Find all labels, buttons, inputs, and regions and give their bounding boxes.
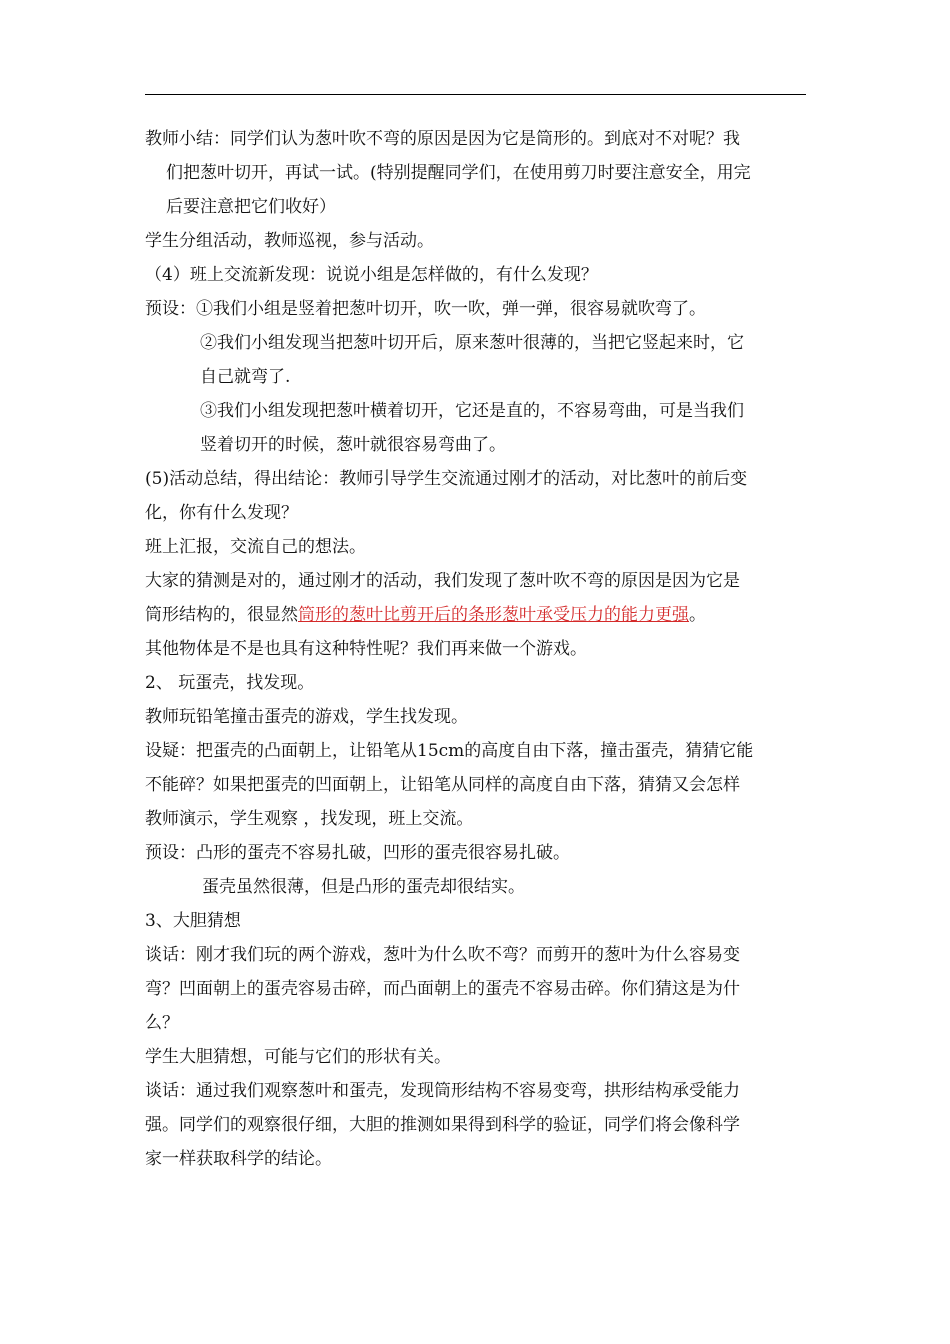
paragraph-line: 教师玩铅笔撞击蛋壳的游戏，学生找发现。 [145,707,468,727]
paragraph-line: 不能碎？如果把蛋壳的凹面朝上，让铅笔从同样的高度自由下落，猜猜又会怎样 [145,775,740,795]
paragraph-line: 自己就弯了. [200,367,291,387]
paragraph-line: 班上汇报，交流自己的想法。 [145,537,366,557]
paragraph-line: ③我们小组发现把葱叶横着切开，它还是直的，不容易弯曲，可是当我们 [200,401,744,421]
paragraph-line: 家一样获取科学的结论。 [145,1149,332,1169]
paragraph-line: 预设：①我们小组是竖着把葱叶切开，吹一吹，弹一弹，很容易就吹弯了。 [145,299,706,319]
paragraph-line: 大家的猜测是对的，通过刚才的活动，我们发现了葱叶吹不弯的原因是因为它是 [145,571,740,591]
paragraph-line [145,598,815,632]
paragraph-line: 谈话：刚才我们玩的两个游戏，葱叶为什么吹不弯？而剪开的葱叶为什么容易变 [145,945,740,965]
section-heading: （4）班上交流新发现：说说小组是怎样做的，有什么发现？ [145,265,598,285]
document-body [145,122,815,1176]
paragraph-line: 预设：凸形的蛋壳不容易扎破，凹形的蛋壳很容易扎破。 [145,843,570,863]
paragraph-line: 其他物体是不是也具有这种特性呢？我们再来做一个游戏。 [145,639,587,659]
paragraph-line: 么？ [145,1013,179,1033]
paragraph-line: 竖着切开的时候，葱叶就很容易弯曲了。 [200,435,506,455]
highlighted-conclusion: 筒形的葱叶比剪开后的条形葱叶承受压力的能力更强 [298,605,689,625]
section-heading: 2、 玩蛋壳，找发现。 [145,673,315,693]
paragraph-line: 后要注意把它们收好） [166,197,336,217]
paragraph-line: 弯？凹面朝上的蛋壳容易击碎，而凸面朝上的蛋壳不容易击碎。你们猜这是为什 [145,979,740,999]
paragraph-line: ②我们小组发现当把葱叶切开后，原来葱叶很薄的，当把它竖起来时，它 [200,333,744,353]
paragraph-line: 化，你有什么发现？ [145,503,298,523]
text-span: 。 [689,605,706,625]
header-rule [145,94,806,95]
paragraph-line: 教师小结：同学们认为葱叶吹不弯的原因是因为它是筒形的。到底对不对呢？我 [145,129,740,149]
paragraph-line: 们把葱叶切开，再试一试。(特别提醒同学们，在使用剪刀时要注意安全，用完 [166,163,751,183]
section-heading: 3、大胆猜想 [145,911,241,931]
paragraph-line: 学生大胆猜想，可能与它们的形状有关。 [145,1047,451,1067]
text-span: 筒形结构的，很显然 [145,605,298,625]
paragraph-line: 设疑：把蛋壳的凸面朝上，让铅笔从15cm的高度自由下落，撞击蛋壳，猜猜它能 [145,741,754,761]
paragraph-line: 蛋壳虽然很薄，但是凸形的蛋壳却很结实。 [202,877,525,897]
paragraph-line: 教师演示，学生观察 ，找发现，班上交流。 [145,809,474,829]
paragraph-line: 谈话：通过我们观察葱叶和蛋壳，发现筒形结构不容易变弯，拱形结构承受能力 [145,1081,740,1101]
paragraph-line: 学生分组活动，教师巡视，参与活动。 [145,231,434,251]
paragraph-line: 强。同学们的观察很仔细，大胆的推测如果得到科学的验证，同学们将会像科学 [145,1115,740,1135]
section-heading: (5)活动总结，得出结论：教师引导学生交流通过刚才的活动，对比葱叶的前后变 [145,469,748,489]
